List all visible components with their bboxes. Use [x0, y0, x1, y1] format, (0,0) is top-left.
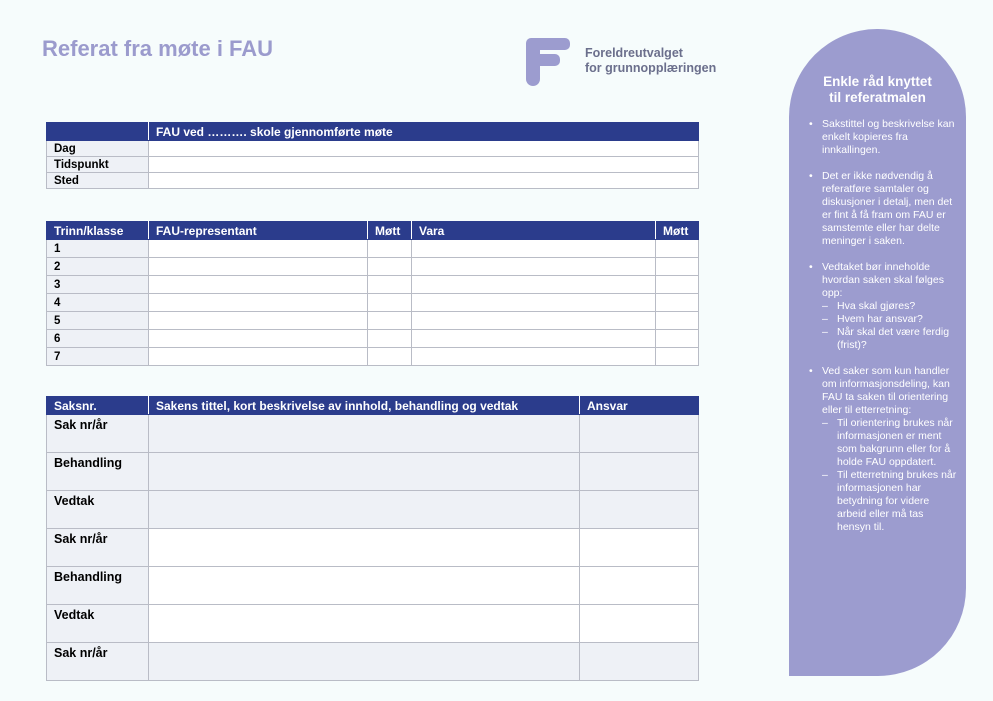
input-cell[interactable] [149, 491, 580, 529]
input-cell[interactable] [580, 605, 699, 643]
input-cell[interactable] [149, 643, 580, 681]
input-cell[interactable] [656, 240, 699, 258]
tip-subitem [822, 313, 959, 326]
input-cell[interactable] [368, 276, 412, 294]
dash-icon: – [822, 469, 828, 481]
input-cell[interactable] [149, 276, 368, 294]
input-cell[interactable] [149, 348, 368, 366]
meeting-info-table [46, 122, 699, 189]
tips-title: Enkle råd knyttet til referatmalen [823, 74, 932, 105]
input-cell[interactable] [656, 312, 699, 330]
tip-subitem-text: Til orientering brukes når informasjonen er ment som bakgrunn eller for å holde FAU oppdatert. [837, 417, 953, 468]
attendance-table [46, 221, 699, 366]
class-label: 4 [47, 294, 149, 312]
class-label: 1 [47, 240, 149, 258]
case-row-label: Sak nr/år [47, 643, 149, 681]
column-header: Sakens tittel, kort beskrivelse av innhold, behandling og vedtak [149, 397, 580, 415]
input-cell[interactable] [580, 415, 699, 453]
page-title: Referat fra møte i FAU [42, 36, 274, 61]
case-row-label: Sak nr/år [47, 415, 149, 453]
case-row-label: Vedtak [47, 605, 149, 643]
row-label: Tidspunkt [47, 157, 149, 173]
organization-name: Foreldreutvalget for grunnopplæringen [585, 46, 717, 75]
class-label: 6 [47, 330, 149, 348]
input-cell[interactable] [149, 294, 368, 312]
input-cell[interactable] [149, 173, 699, 189]
input-cell[interactable] [149, 312, 368, 330]
tip-text: Ved saker som kun handler om informasjonsdeling, kan FAU ta saken til orientering eller til etterretning: [822, 365, 950, 416]
input-cell[interactable] [368, 312, 412, 330]
tip-subitem-text: Hva skal gjøres? [837, 300, 916, 312]
input-cell[interactable] [412, 240, 656, 258]
input-cell[interactable] [149, 157, 699, 173]
row-label: Dag [47, 141, 149, 157]
input-cell[interactable] [368, 294, 412, 312]
class-label: 7 [47, 348, 149, 366]
input-cell[interactable] [656, 330, 699, 348]
tip-text: Vedtaket bør inneholde hvordan saken skal følges opp: [822, 261, 944, 299]
meeting-header: FAU ved ………. skole gjennomførte møte [149, 123, 699, 141]
bullet-icon: • [809, 170, 813, 182]
case-row-label: Sak nr/år [47, 529, 149, 567]
input-cell[interactable] [149, 240, 368, 258]
dash-icon: – [822, 313, 828, 325]
tip-item [809, 261, 959, 352]
tip-item [809, 170, 959, 248]
column-header: FAU-representant [149, 222, 368, 240]
input-cell[interactable] [656, 348, 699, 366]
tip-text: Sakstittel og beskrivelse kan enkelt kopieres fra innkallingen. [822, 118, 955, 156]
input-cell[interactable] [580, 643, 699, 681]
input-cell[interactable] [412, 276, 656, 294]
bullet-icon: • [809, 118, 813, 130]
tip-subitem-text: Hvem har ansvar? [837, 313, 923, 325]
input-cell[interactable] [149, 605, 580, 643]
input-cell[interactable] [368, 258, 412, 276]
column-header: Ansvar [580, 397, 699, 415]
column-header: Trinn/klasse [47, 222, 149, 240]
input-cell[interactable] [656, 258, 699, 276]
dash-icon: – [822, 326, 828, 338]
input-cell[interactable] [580, 567, 699, 605]
case-row-label: Vedtak [47, 491, 149, 529]
bullet-icon: • [809, 365, 813, 377]
input-cell[interactable] [368, 348, 412, 366]
case-row-label: Behandling [47, 453, 149, 491]
input-cell[interactable] [368, 240, 412, 258]
case-row-label: Behandling [47, 567, 149, 605]
tip-text: Det er ikke nødvendig å referatføre samtaler og diskusjoner i detalj, men det er fint å få fram om FAU er samstemte eller har delte meninger i saken. [822, 170, 953, 247]
tips-list [809, 118, 959, 547]
tips-panel [789, 29, 966, 676]
input-cell[interactable] [412, 294, 656, 312]
row-label: Sted [47, 173, 149, 189]
input-cell[interactable] [149, 258, 368, 276]
foreldreutvalget-logo-icon [524, 38, 574, 86]
column-header: Møtt [656, 222, 699, 240]
input-cell[interactable] [656, 294, 699, 312]
input-cell[interactable] [412, 312, 656, 330]
tip-subitem [822, 300, 959, 313]
tip-subitem [822, 417, 959, 469]
input-cell[interactable] [149, 529, 580, 567]
column-header: Møtt [368, 222, 412, 240]
input-cell[interactable] [149, 453, 580, 491]
input-cell[interactable] [149, 567, 580, 605]
column-header: Saksnr. [47, 397, 149, 415]
input-cell[interactable] [580, 529, 699, 567]
cases-table [46, 396, 699, 681]
dash-icon: – [822, 417, 828, 429]
dash-icon: – [822, 300, 828, 312]
tip-item [809, 365, 959, 534]
tip-subitem-text: Til etterretning brukes når informasjonen har betydning for videre arbeid eller må tas hensyn til. [837, 469, 957, 533]
input-cell[interactable] [368, 330, 412, 348]
input-cell[interactable] [580, 453, 699, 491]
input-cell[interactable] [149, 415, 580, 453]
input-cell[interactable] [580, 491, 699, 529]
class-label: 5 [47, 312, 149, 330]
input-cell[interactable] [412, 258, 656, 276]
input-cell[interactable] [149, 330, 368, 348]
bullet-icon: • [809, 261, 813, 273]
class-label: 3 [47, 276, 149, 294]
tip-item [809, 118, 959, 157]
class-label: 2 [47, 258, 149, 276]
tip-subitem-text: Når skal det være ferdig (frist)? [837, 326, 950, 351]
input-cell[interactable] [149, 141, 699, 157]
input-cell[interactable] [412, 348, 656, 366]
input-cell[interactable] [656, 276, 699, 294]
column-header: Vara [412, 222, 656, 240]
tip-subitem [822, 326, 959, 352]
input-cell[interactable] [412, 330, 656, 348]
tip-subitem [822, 469, 959, 534]
